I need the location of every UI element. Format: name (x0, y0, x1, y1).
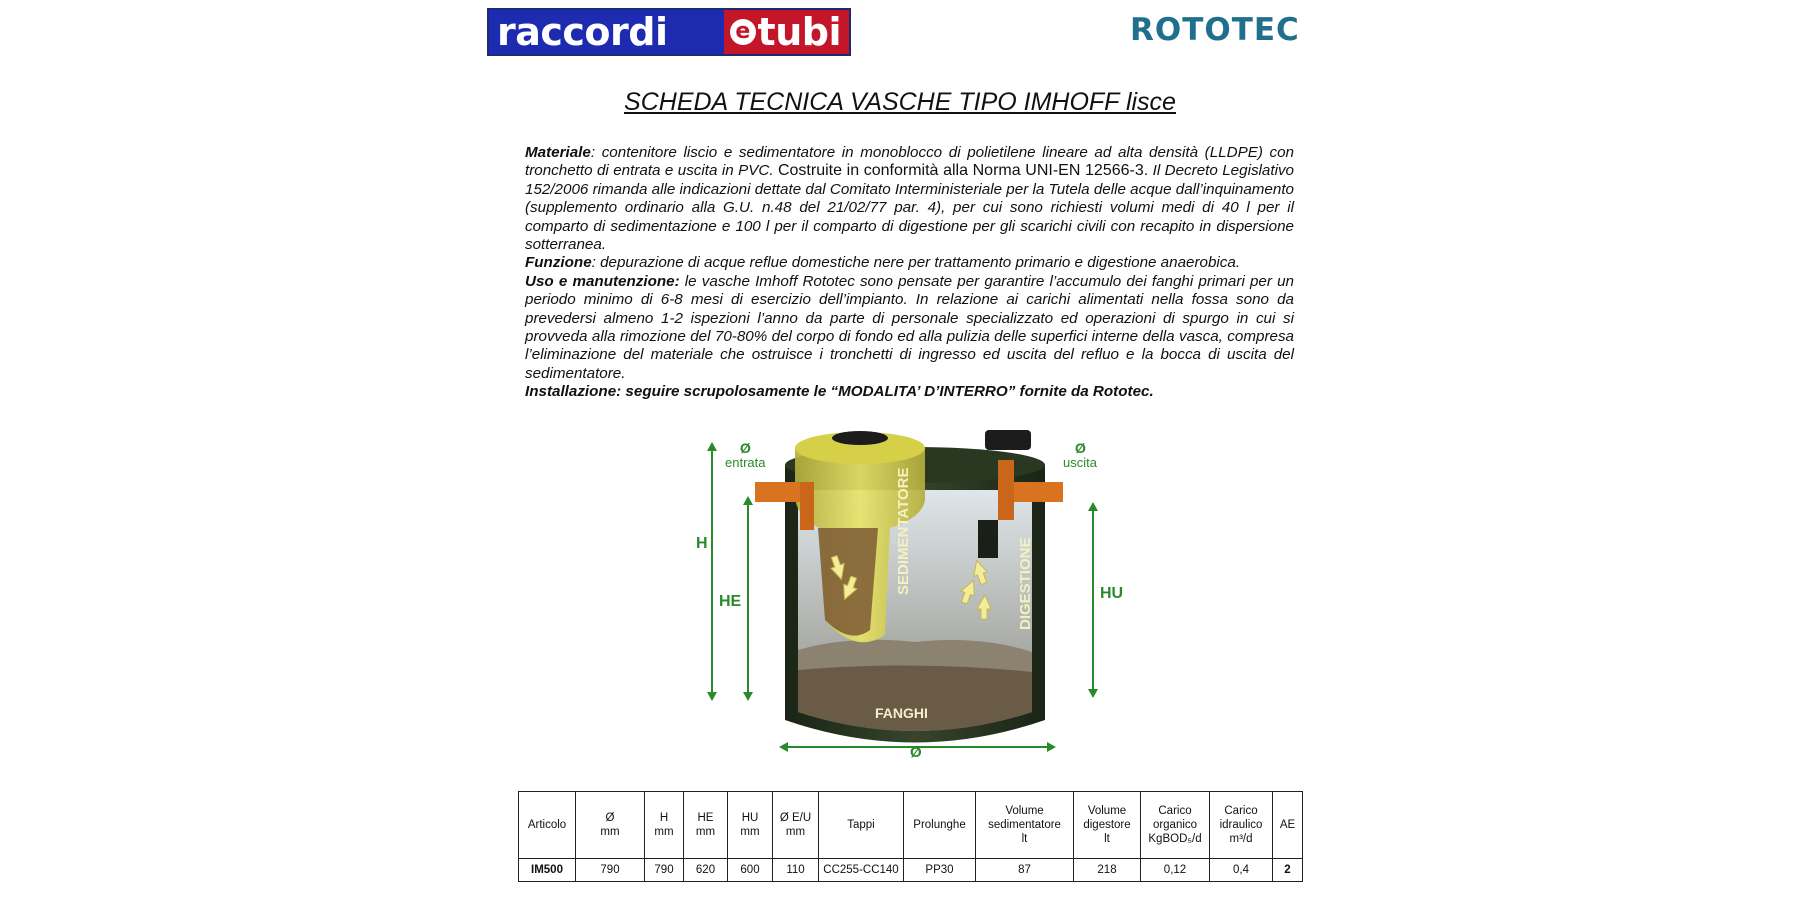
inlet-diameter-symbol: Ø (740, 440, 751, 456)
cell-carico-idraulico: 0,4 (1210, 859, 1273, 882)
logo-left-red (724, 10, 849, 54)
table-row (519, 859, 1303, 882)
col-hu: HU mm (728, 792, 773, 859)
uso-label: Uso e manutenzione: (525, 272, 680, 290)
col-eu-diameter: Ø E/U mm (773, 792, 819, 859)
hu-label: HU (1100, 585, 1124, 602)
funzione-paragraph (525, 254, 1294, 272)
entrata-label: entrata (725, 455, 766, 470)
rototec-logo: ROTOTEC (1130, 12, 1300, 48)
cell-hu: 600 (728, 859, 773, 882)
spec-table (518, 791, 1303, 882)
cell-prolunghe: PP30 (904, 859, 976, 882)
uscita-label: uscita (1063, 455, 1097, 470)
uso-text: le vasche Imhoff Rototec sono pensate per garantire l’accumulo dei fanghi primari per un periodo minimo di 6-8 mesi di esercizio dell’impianto. In relazione ai carichi alimentati nella fossa sono da prevedersi almeno 1-2 ispezioni l’anno da parte di personale specializzato ed operazioni di spurgo in cui si provveda alla rimozione del 70-80% del corpo di fondo ed alla pulizia delle superfici interne della vasca, compresa l’eliminazione del materiale che ostruisce i tronchetti di ingresso ed uscita del refluo e la bocca di uscita del sedimentatore. (525, 272, 1294, 382)
logo-left-part2: tubi (757, 10, 841, 54)
description-text (525, 144, 1294, 402)
inspection-cap (985, 430, 1031, 450)
cell-ae: 2 (1273, 859, 1303, 882)
col-volume-sedimentatore: Volume sedimentatore lt (976, 792, 1074, 859)
logo-left-e: e (730, 19, 756, 45)
funzione-label: Funzione (525, 254, 592, 272)
table-header-row (519, 792, 1303, 859)
materiale-text-3: Il Decreto Legislativo 152/2006 rimanda alle indicazioni dettate dal Comitato Interministeriale per la Tutela delle acque dall’inquinamento (supplemento ordinario alla G.U. n.48 del 21/02/77 par. 4), per cui sono richiesti volumi medi di 40 l per il comparto di sedimentazione e 100 l per il comparto di digestione per gli scarichi civili con recapito in dispersione sotterranea. (525, 162, 1294, 254)
col-tappi: Tappi (819, 792, 904, 859)
he-label: HE (719, 593, 742, 610)
logo-left-part1: raccordi (489, 10, 724, 54)
raccordi-e-tubi-logo (487, 8, 851, 56)
cell-eu-diameter: 110 (773, 859, 819, 882)
materiale-paragraph (525, 144, 1294, 254)
cell-volume-sedimentatore: 87 (976, 859, 1074, 882)
materiale-label: Materiale (525, 144, 591, 161)
inlet-pipe (755, 482, 814, 530)
col-prolunghe: Prolunghe (904, 792, 976, 859)
col-ae: AE (1273, 792, 1303, 859)
outlet-diameter-symbol: Ø (1075, 440, 1086, 456)
col-carico-idraulico: Carico idraulico m³/d (1210, 792, 1273, 859)
h-label: H (696, 535, 708, 552)
col-volume-digestore: Volume digestore lt (1074, 792, 1141, 859)
cell-he: 620 (684, 859, 728, 882)
col-diameter: Ø mm (576, 792, 645, 859)
cell-articolo: IM500 (519, 859, 576, 882)
installazione-text: Installazione: seguire scrupolosamente le “MODALITA’ D’INTERRO” fornite da Rototec. (525, 383, 1154, 401)
col-he: HE mm (684, 792, 728, 859)
funzione-text: : depurazione di acque reflue domestiche nere per trattamento primario e digestione anaerobica. (591, 254, 1241, 272)
cell-h: 790 (645, 859, 684, 882)
cell-diameter: 790 (576, 859, 645, 882)
digestione-label: DIGESTIONE (1017, 537, 1034, 630)
materiale-text-2: Costruite in conformità alla Norma UNI-EN 12566-3. (777, 162, 1149, 180)
cell-tappi: CC255-CC140 (819, 859, 904, 882)
page-title: SCHEDA TECNICA VASCHE TIPO IMHOFF lisce (624, 88, 1176, 116)
cell-carico-organico: 0,12 (1141, 859, 1210, 882)
diameter-label: Ø (910, 744, 922, 761)
sedimentatore-label: SEDIMENTATORE (895, 467, 912, 595)
fanghi-label: FANGHI (875, 705, 928, 721)
materiale-text-1: : contenitore liscio e sedimentatore in monoblocco di polietilene lineare ad alta densità (LLDPE) con tronchetto di entrata e uscita in PVC. (525, 144, 1294, 180)
col-h: H mm (645, 792, 684, 859)
col-carico-organico: Carico organico KgBOD₅/d (1141, 792, 1210, 859)
uso-paragraph (525, 273, 1294, 383)
installazione-paragraph (525, 383, 1294, 401)
imhoff-tank-diagram (690, 420, 1130, 765)
col-articolo: Articolo (519, 792, 576, 859)
cell-volume-digestore: 218 (1074, 859, 1141, 882)
